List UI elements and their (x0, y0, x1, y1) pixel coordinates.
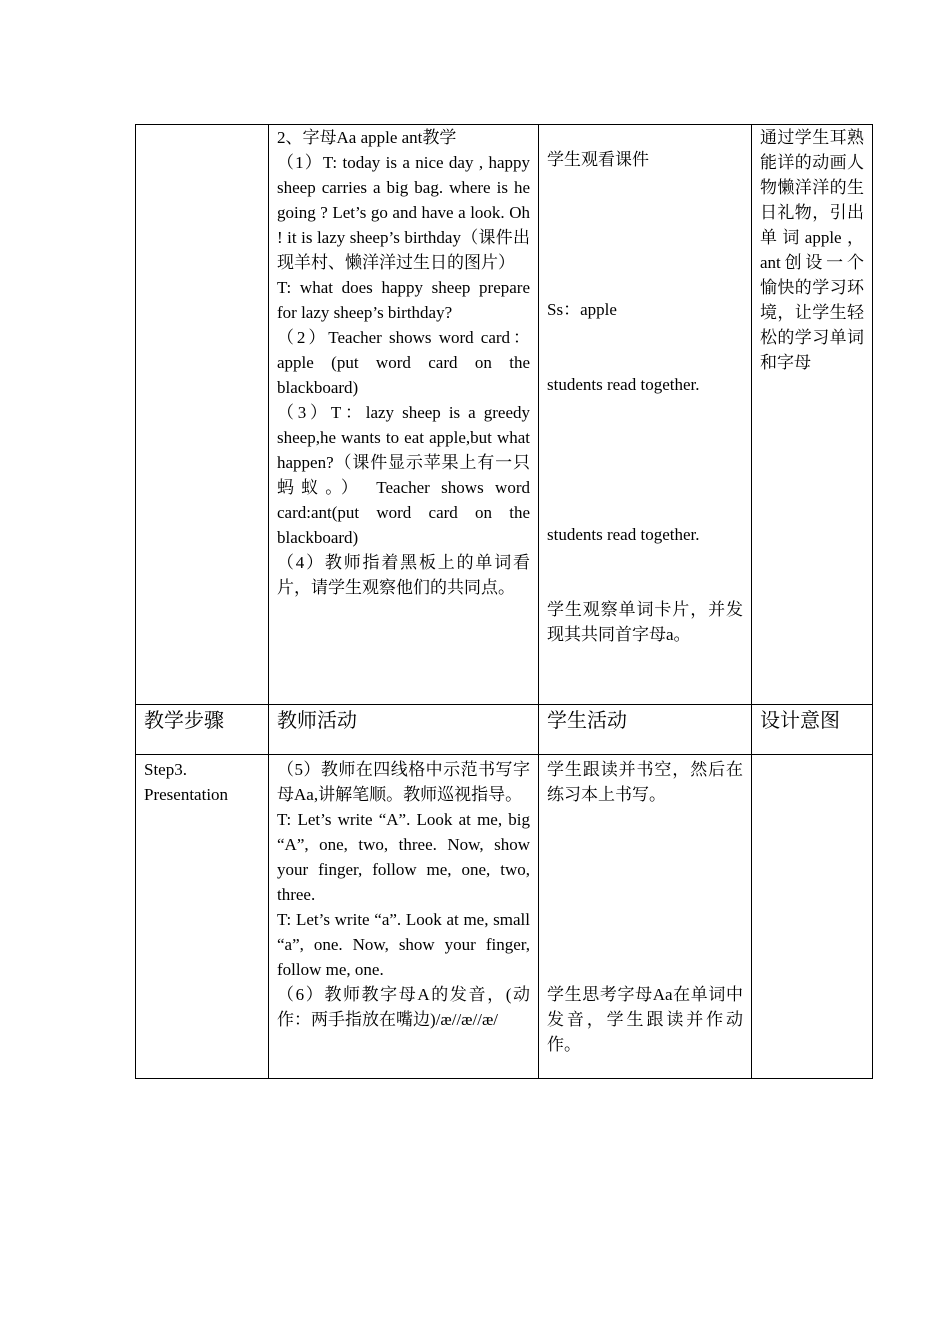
header-teacher: 教师活动 (277, 710, 357, 732)
table-row-presentation (136, 755, 873, 1079)
student-activity-line: 学生跟读并书空，然后在练习本上书写。 (547, 760, 743, 804)
student-activity-line: students read together. (547, 525, 700, 544)
student-activity-line: 学生观看课件 (547, 150, 649, 169)
student-activity-line: students read together. (547, 375, 700, 394)
table-row-letter-aa (136, 125, 873, 705)
header-cell-intent (752, 705, 873, 755)
student-activity-line: Ss：apple (547, 300, 617, 319)
teacher-activity-line: 2、字母Aa apple ant教学 (277, 128, 457, 147)
step-label: Step3. Presentation (144, 760, 229, 804)
design-intent-cell (752, 125, 873, 705)
teacher-activity-line: （4）教师指着黑板上的单词看片，请学生观察他们的共同点。 (277, 553, 530, 597)
teacher-activity-line: T: Let’s write “A”. Look at me, big “A”, one, two, three. Now, show your finger, follow me, one, two, three. (277, 810, 530, 904)
teacher-activity-line: （3）T：lazy sheep is a greedy sheep,he wants to eat apple,but what happen?（课件显示苹果上有一只蚂蚁。） Teacher shows word card:ant(put word card on the blackboard) (277, 403, 530, 547)
design-intent-text: 通过学生耳熟能详的动画人物懒洋洋的生日礼物，引出单词apple，ant创设一个愉快的学习环境，让学生轻松的学习单词和字母 (760, 128, 864, 372)
student-activity-line: 学生观察单词卡片，并发现其共同首字母a。 (547, 600, 743, 644)
teacher-activity-line: （1）T: today is a nice day , happy sheep carries a big bag. where is he going ? Let’s go and have a look. Oh ! it is lazy sheep’s birthday（课件出现羊村、懒洋洋过生日的图片） (277, 153, 530, 272)
header-cell-teacher (269, 705, 539, 755)
table-header-row (136, 705, 873, 755)
header-cell-student (539, 705, 752, 755)
teacher-activity-line: （6）教师教字母A的发音，(动作：两手指放在嘴边)/æ//æ//æ/ (277, 985, 530, 1029)
header-intent: 设计意图 (760, 710, 840, 732)
teacher-activity-cell (269, 125, 539, 705)
teacher-activity-line: （2）Teacher shows word card：apple (put word card on the blackboard) (277, 328, 530, 397)
teacher-activity-cell (269, 755, 539, 1079)
student-activity-cell (539, 755, 752, 1079)
student-activity-line: 学生思考字母Aa在单词中发音，学生跟读并作动作。 (547, 985, 743, 1054)
step-cell (136, 755, 269, 1079)
header-step: 教学步骤 (144, 710, 224, 732)
teacher-activity-line: （5）教师在四线格中示范书写字母Aa,讲解笔顺。教师巡视指导。 (277, 760, 530, 804)
student-activity-cell (539, 125, 752, 705)
lesson-plan-table (135, 124, 873, 1079)
teacher-activity-line: T: what does happy sheep prepare for lazy sheep’s birthday? (277, 278, 530, 322)
teacher-activity-line: T: Let’s write “a”. Look at me, small “a”, one. Now, show your finger, follow me, one. (277, 910, 530, 979)
header-student: 学生活动 (547, 710, 627, 732)
step-cell-empty (136, 125, 269, 705)
design-intent-cell (752, 755, 873, 1079)
header-cell-step (136, 705, 269, 755)
